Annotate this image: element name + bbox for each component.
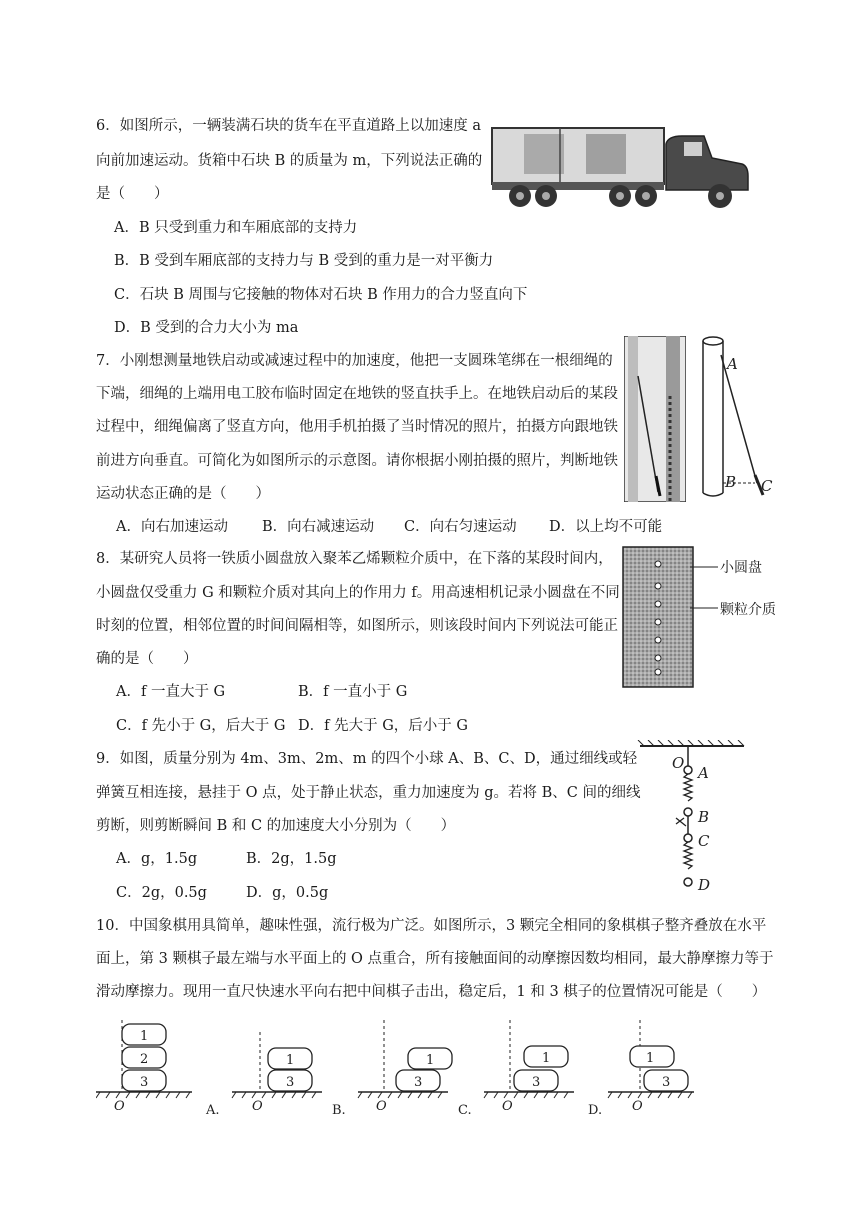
q9-line-1: 9．如图，质量分别为 4m、3m、2m、m 的四个小球 A、B、C、D，通过细线或轻 [96, 751, 638, 767]
piece-label-d1: 1 [646, 1051, 655, 1066]
option-a-figure [232, 1032, 322, 1114]
piece-label-c3: 3 [532, 1075, 541, 1090]
q8-option-b: B．f 一直小于 G [298, 684, 408, 700]
q7-line-1: 7．小刚想测量地铁启动或减速过程中的加速度，他把一支圆珠笔绑在一根细绳的 [96, 353, 613, 369]
option-c-figure [484, 1020, 574, 1114]
q6-option-c: C．石块 B 周围与它接触的物体对石块 B 作用力的合力竖直向下 [114, 287, 528, 303]
option-label-c: C. [458, 1103, 472, 1118]
original-stack [96, 1020, 192, 1114]
truck-figure [490, 124, 752, 212]
q6-option-b: B．B 受到车厢底部的支持力与 B 受到的重力是一对平衡力 [114, 253, 494, 269]
granular-medium-figure [622, 546, 694, 688]
origin-label-d: O [632, 1099, 643, 1114]
spring-balls-figure [636, 740, 748, 896]
piece-label-a1: 1 [286, 1053, 295, 1068]
piece-label-b3: 3 [414, 1075, 423, 1090]
q6-line-1: 6．如图所示，一辆装满石块的货车在平直道路上以加速度 a [96, 118, 481, 134]
subway-photo [624, 336, 686, 502]
q9-label-a: A [698, 764, 709, 782]
q7-line-2: 下端，细绳的上端用电工胶布临时固定在地铁的竖直扶手上。在地铁启动后的某段 [96, 386, 618, 402]
q9-label-b: B [698, 808, 710, 826]
q8-line-1: 8．某研究人员将一铁质小圆盘放入聚苯乙烯颗粒介质中，在下落的某段时间内， [96, 551, 613, 567]
q9-line-2: 弹簧互相连接，悬挂于 O 点，处于静止状态，重力加速度为 g。若将 B、C 间的细线 [96, 785, 641, 801]
q8-line-2: 小圆盘仅受重力 G 和颗粒介质对其向上的作用力 f。用高速相机记录小圆盘在不同 [96, 585, 620, 601]
piece-label-d3: 3 [662, 1075, 671, 1090]
q7-option-a: A．向右加速运动 [116, 519, 228, 535]
q10-line-2: 面上，第 3 颗棋子最左端与水平面上的 O 点重合，所有接触面间的动摩擦因数均相同，最大静摩擦力等于 [96, 951, 774, 967]
q9-line-3: 剪断，则剪断瞬间 B 和 C 的加速度大小分别为（ ） [96, 818, 456, 834]
q9-option-b: B．2g，1.5g [246, 851, 337, 867]
q7-line-3: 过程中，细绳偏离了竖直方向，他用手机拍摄了当时情况的照片，拍摄方向跟地铁 [96, 419, 618, 435]
q7-label-b: B [725, 473, 737, 491]
q7-label-c: C [761, 477, 773, 495]
piece-label-c1: 1 [542, 1051, 551, 1066]
q9-label-d: D [698, 876, 711, 894]
q9-label-c: C [698, 832, 710, 850]
piece-label-1: 1 [140, 1029, 149, 1044]
q8-line-3: 时刻的位置，相邻位置的时间间隔相等，如图所示，则该段时间内下列说法可能正 [96, 618, 618, 634]
q6-option-d: D．B 受到的合力大小为 ma [114, 320, 299, 336]
q8-option-c: C．f 先小于 G，后大于 G [116, 718, 286, 734]
q7-option-d: D．以上均不可能 [549, 519, 663, 535]
option-d-figure [608, 1020, 694, 1114]
option-label-b: B. [332, 1103, 346, 1118]
q7-line-4: 前进方向垂直。可简化为如图所示的示意图。请你根据小刚拍摄的照片，判断地铁 [96, 453, 618, 469]
piece-label-b1: 1 [426, 1053, 435, 1068]
option-label-d: D. [588, 1103, 603, 1118]
q9-option-a: A．g，1.5g [116, 851, 198, 867]
q9-option-d: D．g，0.5g [246, 885, 329, 901]
piece-label-2: 2 [140, 1052, 149, 1067]
origin-label-o: O [114, 1099, 125, 1114]
q8-option-a: A．f 一直大于 G [116, 684, 226, 700]
piece-label-3: 3 [140, 1075, 149, 1090]
q10-line-1: 10．中国象棋用具简单，趣味性强，流行极为广泛。如图所示，3 颗完全相同的象棋棋子整齐叠放在水平 [96, 918, 767, 934]
origin-label-b: O [376, 1099, 387, 1114]
q7-option-c: C．向右匀速运动 [404, 519, 517, 535]
q9-label-o: O [672, 754, 685, 772]
origin-label-c: O [502, 1099, 513, 1114]
q6-line-2: 向前加速运动。货箱中石块 B 的质量为 m，下列说法正确的 [96, 153, 483, 169]
q7-line-5: 运动状态正确的是（ ） [96, 486, 270, 502]
q10-line-3: 滑动摩擦力。现用一直尺快速水平向右把中间棋子击出，稳定后，1 和 3 棋子的位置情况可能是（ ） [96, 984, 767, 1000]
option-b-figure [358, 1020, 452, 1114]
q8-label-disk: 小圆盘 [720, 560, 762, 576]
q6-option-a: A．B 只受到重力和车厢底部的支持力 [114, 220, 358, 236]
q8-option-d: D．f 先大于 G，后小于 G [298, 718, 468, 734]
q7-label-a: A [727, 355, 738, 373]
chess-pieces-figure [96, 1020, 696, 1126]
q6-line-3: 是（ ） [96, 186, 169, 202]
pole-schematic [695, 333, 785, 505]
q9-option-c: C．2g，0.5g [116, 885, 207, 901]
q7-option-b: B．向右减速运动 [262, 519, 375, 535]
q8-label-medium: 颗粒介质 [720, 602, 776, 618]
origin-label-a: O [252, 1099, 263, 1114]
granular-leader-lines [690, 558, 720, 628]
piece-label-a3: 3 [286, 1075, 295, 1090]
q8-line-4: 确的是（ ） [96, 651, 198, 667]
option-label-a: A. [206, 1103, 220, 1118]
